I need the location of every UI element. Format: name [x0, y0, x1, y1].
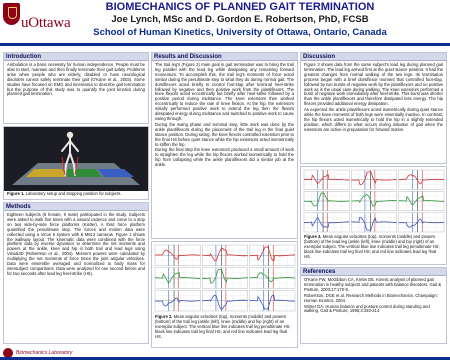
plot-panel	[250, 268, 295, 289]
references-list	[301, 276, 446, 317]
figure3-plot-grid	[302, 168, 446, 234]
plot-panel	[351, 191, 396, 210]
reference-item: Winter DA. Human balance and posture control during standing and walking. Gait & Posture, 1995;3:193-214.	[304, 303, 430, 314]
figure2-panel	[151, 241, 298, 348]
logo-word: uOttawa	[21, 15, 71, 31]
discussion-text	[301, 61, 446, 136]
poster-header	[0, 0, 450, 43]
discussion-section	[300, 52, 447, 164]
poster-title: BIOMECHANICS OF PLANNED GAIT TERMINATION	[105, 1, 375, 13]
plot-panel	[250, 245, 295, 266]
header-divider	[0, 43, 450, 46]
reference-item: Robertson, DGE et al. Research Methods in Biomechanics. Champaign: Human Kinetics, 2004.	[304, 292, 438, 303]
references-section	[300, 267, 447, 344]
results-section	[151, 52, 298, 239]
laboratory-setup-figure	[4, 127, 148, 191]
force-platform-2	[64, 169, 102, 177]
figure2-caption	[152, 314, 297, 341]
university-logo	[3, 3, 69, 39]
methods-section	[3, 202, 149, 344]
figure3-caption	[301, 234, 446, 261]
methods-text: Eighteen subjects (8 female, 9 male) participated in the study. Subjects were asked to walk five times with a natural cadence and come to a stop on two side-by-side force platforms (Kistler). A third force platform quantified the penultimate step. The forces and motion data were collected using a Vicon 5 system with 6 M613 cameras. Figure 1 shows the walkway layout. The kinematic data were combined with the force platform data by inverse dynamics to determine the net moments and powers at the ankle, knee and hip in both trail and lead legs using Visual3D (Robertson et al., 2004). Moment powers were calculated by multiplying the net moments of force times the joint angular velocities. Data were ensemble averaged and normalized to body mass for intersubject comparisons. Data were analyzed for one second before and for two seconds after lead leg heel-strike (HS).	[7, 212, 145, 276]
plot-panel	[202, 245, 247, 266]
reference-item: O'Kane FW, McGibbon CA, Krebs DE. Kinetic analysis of planned gait termination in healthy subjects and patients with balance disorders. Gait & Posture, 2003;17:170-9.	[304, 277, 442, 292]
figure2-label: Figure 2.	[155, 314, 173, 319]
introduction-heading: Introduction	[4, 53, 148, 61]
results-text	[152, 61, 297, 171]
discussion-paragraph-2: As expected the ankle plantiflexors acted isometrically during quiet stance while the knee moments of both legs were essentially inactive. In contrast, the hip flexors acted isometrically to hold the hip in a slightly extended position, which differs to what occurs during initiation of gait when the extensors are active in preparation for forward motion.	[304, 107, 443, 132]
figure2-caption-text: Mean angular velocities (top), moments (middle) and powers (bottom) of the trail leg (ankle (left), knee (middle) and hip (right) of an exemplar subject. The vertical blue line indicates trail leg penultimate HS; black line indicates trail leg final HS; and red line indicates lead leg final HS.	[155, 314, 291, 339]
plot-panel	[202, 268, 247, 289]
plot-panel	[155, 245, 200, 266]
plot-panel	[250, 290, 295, 311]
figure1-panel	[3, 126, 149, 200]
plot-panel	[351, 170, 396, 189]
figure3-label: Figure 3.	[304, 234, 322, 239]
methods-heading: Methods	[4, 203, 148, 211]
results-paragraph-2: During the swing phase and terminal step, little work was done by the ankle plantiflexors during the placement of the trail leg in the final quiet stance position. During swing, the knee flexors controlled extension prior to the final HS before quiet stance while the hip extensors acted isometrically to stiffen the hip.	[155, 121, 294, 147]
figure3-panel	[300, 166, 447, 265]
poster-authors: Joe Lynch, MSc and D. Gordon E. Robertson, PhD, FCSB	[111, 14, 369, 25]
footer-lab-name: Biomechanics Laboratory	[16, 350, 73, 356]
results-paragraph-3: During the final step the knee extensors produced a small amount of work to straighten the leg while the hip flexors worked isometrically to hold the hip from collapsing while the ankle plantiflexors did a similar job at the ankle.	[155, 147, 294, 168]
figure1-caption	[4, 191, 148, 198]
introduction-section	[3, 52, 149, 124]
introduction-text: Ambulation is a basic necessity for human independence. People must be able to start, maintain and then finally terminate their gait safely. Problems arise when people who are elderly, disabled or have neurological disorders cannot safely terminate their gait (O'Kane et al., 2003). Some studies have focused on EMG and kinematics to describe gait termination but the purpose of this study was to quantify the joint kinetics during planned gait termination.	[7, 62, 145, 97]
figure2-plot-grid	[153, 243, 297, 313]
poster-affiliation: School of Human Kinetics, University of Ottawa, Ontario, Canada	[93, 27, 387, 38]
plot-panel	[304, 213, 349, 232]
shield-icon	[3, 3, 20, 25]
results-paragraph-1: The trail leg's (Figure 2) main goal in gait termination was to bring the trail leg parallel with the lead leg while dissipating any remaining forward momentum. To accomplish this, the trail leg's moments of force acted similar during the penultimate step to what they do during normal gait. The dorsiflexors acted briefly to control foot-slap after terminal heel-strike followed by negative and then positive work from the plantiflexors. The knee flexors acted eccentrically but briefly after heel-strike followed by a positive period during midstance. The knee extensors then worked eccentrically to reduce the rate of knee flexion. At the hip, the extensors initially performed positive work to extend the leg then the flexors dissipated energy during midstance and switched to positive work to cause swing through.	[155, 62, 294, 121]
figure1-caption-text: Laboratory setup and stopping position for subjects.	[25, 191, 122, 196]
plot-panel	[304, 170, 349, 189]
plot-panel	[304, 191, 349, 210]
plot-panel	[202, 290, 247, 311]
plot-panel	[155, 290, 200, 311]
plot-panel	[399, 213, 444, 232]
plot-panel	[399, 191, 444, 210]
figure1-label: Figure 1.	[7, 191, 25, 196]
references-heading: References	[301, 268, 446, 276]
discussion-heading: Discussion	[301, 53, 446, 61]
plot-panel	[155, 268, 200, 289]
discussion-paragraph-1: Figure 3 shows data from the same subject's lead leg during planned gait termination. The lead leg arrived first at the quiet stance position. It had the greatest changes from normal walking of the two legs. Its termination process began with a brief dorsiflexor moment that controlled foot-slap, followed by two bursts of negative work by the plantiflexors and no positive work as is the usual case during walking. The knee extensors performed a burst of negative work immediately after heel-strike. This burst was shorter than the ankle plantiflexors and therefore dissipated less energy. The hip flexors provided additional energy dissipation.	[304, 62, 443, 107]
figure3-caption-text: Mean angular velocities (top), moments (middle) and powers (bottom) of the lead leg (ankle (left), knee (middle) and hip (right) of an exemplar subject. The vertical blue line indicates trail leg penultimate HS; black line indicates trail leg final HS; and red line indicates lead leg final HS.	[304, 234, 440, 259]
results-heading: Results and Discussion	[152, 53, 297, 61]
plot-panel	[351, 213, 396, 232]
plot-panel	[399, 170, 444, 189]
